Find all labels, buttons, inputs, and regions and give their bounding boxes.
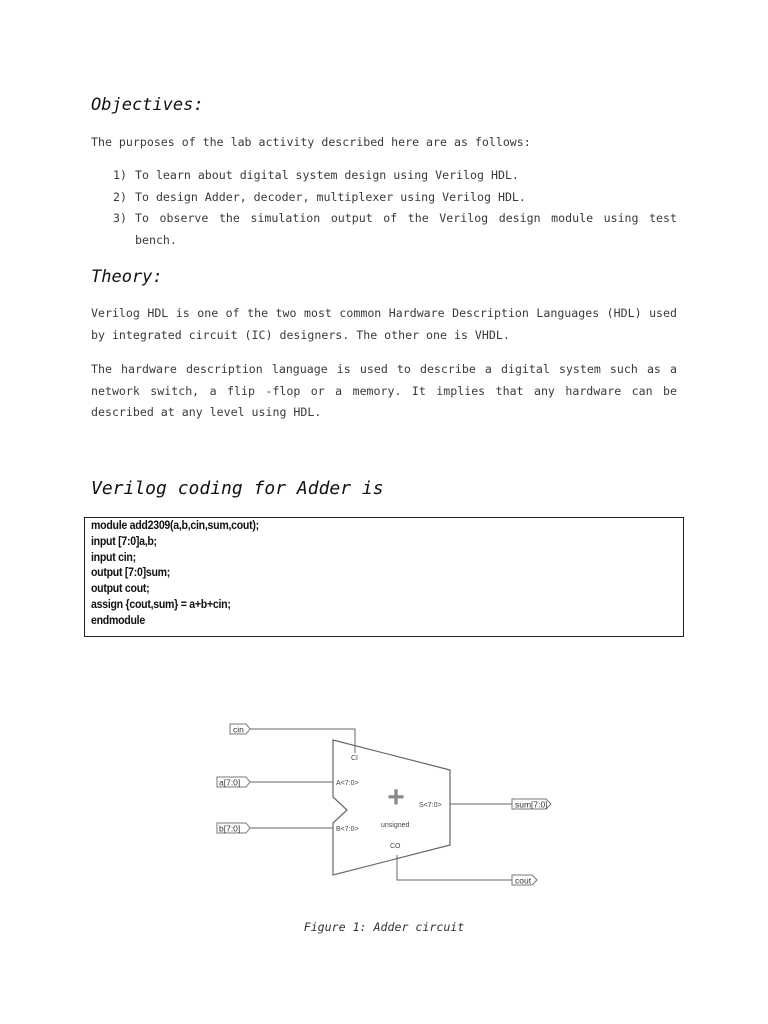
code-line-1: module add2309(a,b,cin,sum,cout);: [91, 520, 259, 532]
code-line-4: output [7:0]sum;: [91, 567, 171, 580]
adder-circuit-diagram: [210, 715, 560, 895]
list-text: To observe the simulation output of the Verilog design module using test: [135, 211, 677, 225]
list-text: To learn about digital system design using Verilog HDL.: [135, 168, 519, 182]
objective-item-1: [113, 165, 677, 187]
code-line-6: assign {cout,sum} = a+b+cin;: [91, 598, 231, 611]
list-number: 1): [113, 168, 127, 182]
theory-heading: Theory:: [91, 267, 163, 287]
objectives-heading: Objectives:: [91, 95, 204, 115]
list-number: 3): [113, 211, 127, 225]
s-port-label: S<7:0>: [419, 802, 442, 809]
figure-caption: Figure 1: Adder circuit: [303, 920, 465, 934]
ci-port-label: CI: [351, 755, 358, 762]
code-line-5: output cout;: [91, 583, 150, 596]
theory-paragraph-2: The hardware description language is used to describe a digital system such as a network switch, a flip -flop or a memory. It implies that any hardware can be described at any level using HDL.: [91, 362, 677, 419]
plus-icon: +: [387, 781, 405, 814]
unsigned-label: unsigned: [381, 822, 410, 829]
cout-label: cout: [515, 875, 532, 886]
code-heading: Verilog coding for Adder is: [91, 478, 384, 499]
list-text-continuation: bench.: [135, 232, 177, 247]
list-text: To design Adder, decoder, multiplexer using Verilog HDL.: [135, 190, 526, 204]
theory-paragraph-1: Verilog HDL is one of the two most common Hardware Description Languages (HDL) used by integrated circuit (IC) designers. The other one is VHDL.: [91, 306, 677, 342]
code-box: [84, 517, 684, 637]
code-line-3: input cin;: [91, 551, 136, 564]
b-label: b[7:0]: [219, 823, 241, 834]
cin-label: cin: [233, 724, 244, 735]
b-port-label: B<7:0>: [336, 826, 359, 833]
co-port-label: CO: [390, 843, 401, 850]
objective-item-2: [113, 187, 677, 209]
objective-item-3: [113, 208, 677, 251]
a-label: a[7:0]: [219, 777, 241, 788]
code-line-7: endmodule: [91, 614, 145, 627]
list-number: 2): [113, 190, 127, 204]
sum-label: sum[7:0]: [515, 799, 548, 810]
a-port-label: A<7:0>: [336, 780, 359, 787]
code-line-2: input [7:0]a,b;: [91, 535, 157, 548]
cout-wire: [397, 855, 512, 880]
objectives-intro: The purposes of the lab activity described here are as follows:: [91, 135, 531, 149]
